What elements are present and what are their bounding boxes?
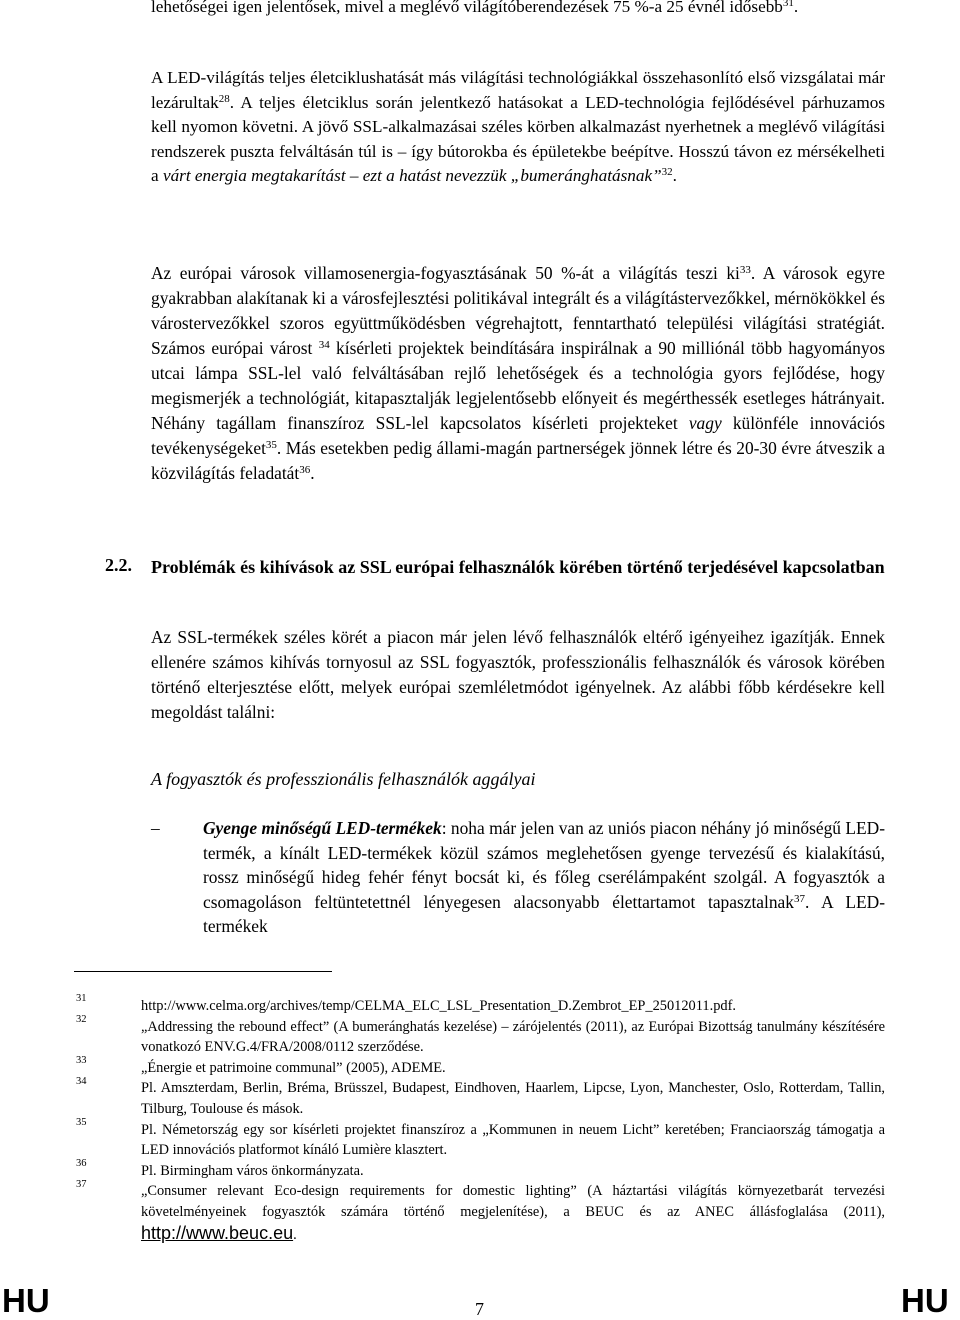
- bullet-title: Gyenge minőségű LED-termékek: [203, 818, 442, 838]
- bullet-item: Gyenge minőségű LED-termékek: noha már jelen van az uniós piacon néhány jó minőségű LED-termék, a kínált LED-termékek közül számos meglehetősen gyenge tervezésű és kialakítású, rossz minőségű hideg fehér fényt bocsát ki, és főleg cserélámpaként szolgál. A fogyasztók a csomagoláson feltüntetettnél lényegesen alacsonyabb élettartamot tapasztalnak$^{37}$. A LED-termékek: [203, 818, 885, 936]
- footer-language-left: HU: [2, 1282, 50, 1319]
- footnote-separator: [74, 971, 332, 972]
- section-number: 2.2.: [105, 555, 132, 575]
- footnote-number: 37: [76, 1179, 87, 1190]
- footnote-ref-37[interactable]: 37: [793, 892, 805, 905]
- footnote-ref-32[interactable]: 32: [661, 166, 673, 178]
- paragraph-1-text: lehetőségei igen jelentősek, mivel a meglévő világítóberendezések 75 %-a 25 évnél idősebb: [151, 0, 783, 16]
- footnote-number: 32: [76, 1014, 87, 1025]
- footnote-36: Pl. Birmingham város önkormányzata.: [141, 1162, 364, 1179]
- footer-language-right: HU: [901, 1282, 949, 1319]
- footnote-ref-34[interactable]: 34: [318, 339, 330, 351]
- footnote-ref-33[interactable]: 33: [739, 264, 751, 276]
- footnote-ref-36[interactable]: 36: [299, 464, 311, 476]
- footnote-ref-31[interactable]: 31: [782, 0, 794, 9]
- footnote-ref-28[interactable]: 28: [218, 92, 230, 105]
- paragraph-1: lehetőségei igen jelentősek, mivel a meglévő világítóberendezések 75 %-a 25 évnél idősebb$^{31}$.: [151, 0, 885, 20]
- vagy-word: vagy: [688, 413, 722, 433]
- footnotes: [141, 996, 885, 1245]
- footnote-number: 33: [76, 1055, 87, 1066]
- footnote-37: „Consumer relevant Eco-design requirements for domestic lighting” (A háztartási világítás környezetbarát tervezési követelményeinek fogyasztók számára történő megjelenítése), a BEUC és az ANEC állásfoglalása (2011), http://www.beuc.eu.: [141, 1183, 885, 1243]
- footnote-ref-35[interactable]: 35: [265, 439, 277, 451]
- section-title: Problémák és kihívások az SSL európai felhasználók körében történő terjedésével kapcsolatban: [151, 557, 885, 577]
- footnote-33: „Énergie et patrimoine communal” (2005), ADEME.: [141, 1059, 446, 1076]
- paragraph-3: Az európai városok villamosenergia-fogyasztásának 50 %-át a világítás teszi $ki^{33}$. A városok egyre gyakrabban alakítanak ki a városfejlesztési politikával integrált és a világítástervezőkkel, mérnökökkel és várostervezőkkel szoros együttműködésben végrehajtott, fenntartható települési világítási stratégiát. Számos európai várost $^{34}$ kísérleti projektek beindítására inspirálnak a 90 milliónál több hagyományos utcai lámpa SSL-lel való felváltásában rejlő lehetőségek és a technológia gyors fejlődése, hogy megismerjék a technológiát, kitapasztalják legjelentősebb előnyeit és megérthessék esetleges hátrányait. Néhány tagállam finanszíroz SSL-lel kapcsolatos kísérleti projekteket vagy különféle innovációs tevékenységeket$^{35}$. Más esetekben pedig állami-magán partnerségek jönnek létre és 20-30 évre átveszik a közvilágítás feladatát$^{36}$.: [151, 263, 886, 483]
- paragraph-2: A LED-világítás teljes életciklushatását más világítási technológiákkal összehasonlító első vizsgálatai már lezárultak$^{28}$. A teljes életciklus során jelentkező hatásokat a LED-technológia fejlődésével párhuzamos kell nyomon követni. A jövő SSL-alkalmazásai széles körben alkalmazást nyerhetnek a meglévő világítási rendszerek puszta felváltásán túl is – így bútorokba és épületekbe beépítve. Hosszú távon ez mérsékelheti a várt energia megtakarítást – ezt a hatást nevezzük „bumeránghatásnak”$^{32}$.: [151, 68, 885, 185]
- bumerang-phrase: várt energia megtakarítást – ezt a hatást nevezzük „bumeránghatásnak”: [162, 166, 662, 185]
- paragraph-3-text: Az európai városok villamosenergia-fogyasztásának 50 %-át a világítás teszi ki: [151, 263, 740, 283]
- beuc-link[interactable]: http://www.beuc.eu: [141, 1222, 294, 1243]
- paragraph-4: Az SSL-termékek széles körét a piacon már jelen lévő felhasználók eltérő igényeihez igazítják. Ennek ellenére számos kihívás tornyosul az SSL fogyasztók, professzionális felhasználók és városok körében történő elterjesztése előtt, melyek európai szemléletmódot igényelnek. Az alábbi főbb kérdésekre kell megoldást találni:: [151, 627, 885, 722]
- bullet-dash-icon: –: [151, 818, 160, 838]
- footnote-number: 35: [76, 1117, 87, 1128]
- footnote-32: „Addressing the rebound effect” (A bumeránghatás kezelése) – zárójelentés (2011), az Európai Bizottság tanulmány készítésére vonatkozó ENV.G.4/FRA/2008/0112 szerződése.: [141, 1018, 885, 1056]
- footnote-number: 31: [76, 993, 87, 1004]
- footnote-number: 36: [76, 1158, 87, 1169]
- footnote-number: 34: [76, 1076, 87, 1087]
- subheading: A fogyasztók és professzionális felhasználók aggályai: [151, 769, 536, 789]
- bullet-text: : noha már jelen van az uniós piacon néhány jó minőségű LED-termék, a kínált LED-termékek közül számos meglehetősen gyenge tervezésű és kialakítású, rossz minőségű hideg fehér fényt bocsát ki, és főleg cserélámpaként szolgál. A fogyasztók a csomagoláson feltüntetettnél lényegesen alacsonyabb élettartamot tapasztalnak: [203, 818, 885, 912]
- paragraph-2-text: A LED-világítás teljes életciklushatását más világítási technológiákkal összehasonlító első vizsgálatai már lezárultak: [151, 68, 885, 112]
- footnote-31: http://www.celma.org/archives/temp/CELMA_ELC_LSL_Presentation_D.Zembrot_EP_25012011.pdf.: [141, 998, 736, 1014]
- page-number: 7: [475, 1299, 484, 1319]
- footnote-34: Pl. Amszterdam, Berlin, Bréma, Brüsszel, Budapest, Eindhoven, Haarlem, Lipcse, Lyon, Manchester, Oslo, Rotterdam, Tallin, Tilburg, Toulouse és mások.: [141, 1080, 885, 1117]
- footnote-35: Pl. Németország egy sor kísérleti projektet finanszíroz a „Kommunen in neuem Licht” keretében; Franciaország támogatja a LED innovációs platformot kínáló Lumière klasztert.: [141, 1121, 885, 1159]
